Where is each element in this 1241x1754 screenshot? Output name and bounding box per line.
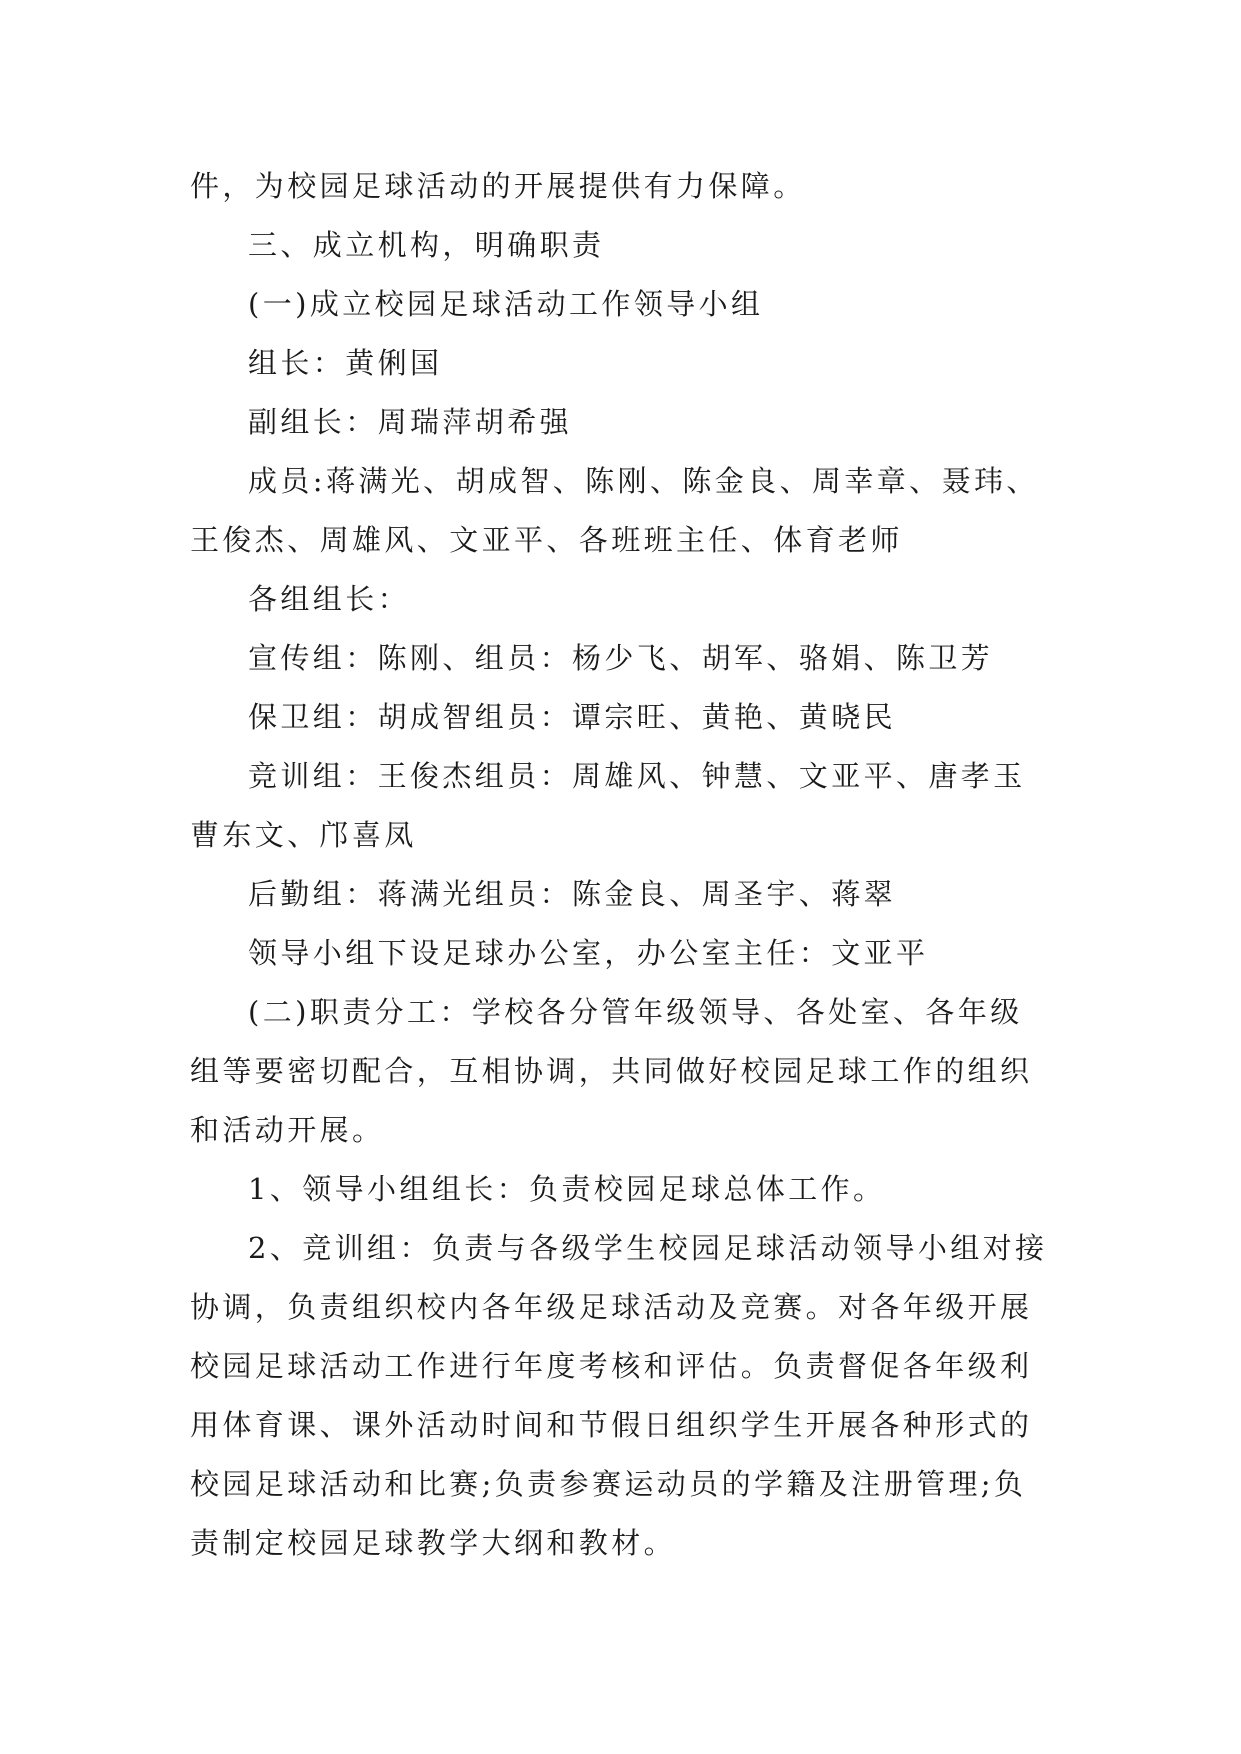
paragraph-deputy-leader: 副组长：周瑞萍胡希强 — [248, 405, 573, 439]
paragraph-football-office: 领导小组下设足球办公室，办公室主任：文亚平 — [248, 936, 929, 970]
paragraph-training-team: 竞训组：王俊杰组员：周雄风、钟慧、文亚平、唐孝玉曹东文、邝喜凤 — [190, 759, 1026, 852]
paragraph-duty-item-1: 1、领导小组组长：负责校园足球总体工作。 — [248, 1172, 886, 1206]
paragraph-group-leader: 组长：黄俐国 — [248, 346, 443, 380]
paragraph-continuation: 件，为校园足球活动的开展提供有力保障。 — [190, 169, 806, 203]
section-heading: 三、成立机构，明确职责 — [248, 228, 605, 262]
paragraph-publicity-team: 宣传组：陈刚、组员：杨少飞、胡军、骆娟、陈卫芳 — [248, 641, 994, 675]
paragraph-security-team: 保卫组：胡成智组员：谭宗旺、黄艳、黄晓民 — [248, 700, 897, 734]
subsection-duties: (二)职责分工：学校各分管年级领导、各处室、各年级组等要密切配合，互相协调，共同做好校园足球工作的组织和活动开展。 — [190, 995, 1033, 1147]
paragraph-duty-item-2: 2、竞训组：负责与各级学生校园足球活动领导小组对接协调，负责组织校内各年级足球活动及竞赛。对各年级开展校园足球活动工作进行年度考核和评估。负责督促各年级利用体育课、课外活动时间和节假日组织学生开展各种形式的校园足球活动和比赛;负责参赛运动员的学籍及注册管理;负责制定校园足球教学大纲和教材。 — [190, 1231, 1048, 1560]
subsection-heading: (一)成立校园足球活动工作领导小组 — [248, 287, 764, 321]
paragraph-team-leaders-heading: 各组组长： — [248, 582, 411, 616]
document-body — [190, 157, 1048, 1573]
paragraph-logistics-team: 后勤组：蒋满光组员：陈金良、周圣宇、蒋翠 — [248, 877, 897, 911]
paragraph-members: 成员:蒋满光、胡成智、陈刚、陈金良、周幸章、聂玮、王俊杰、周雄风、文亚平、各班班主任、体育老师 — [190, 464, 1039, 557]
